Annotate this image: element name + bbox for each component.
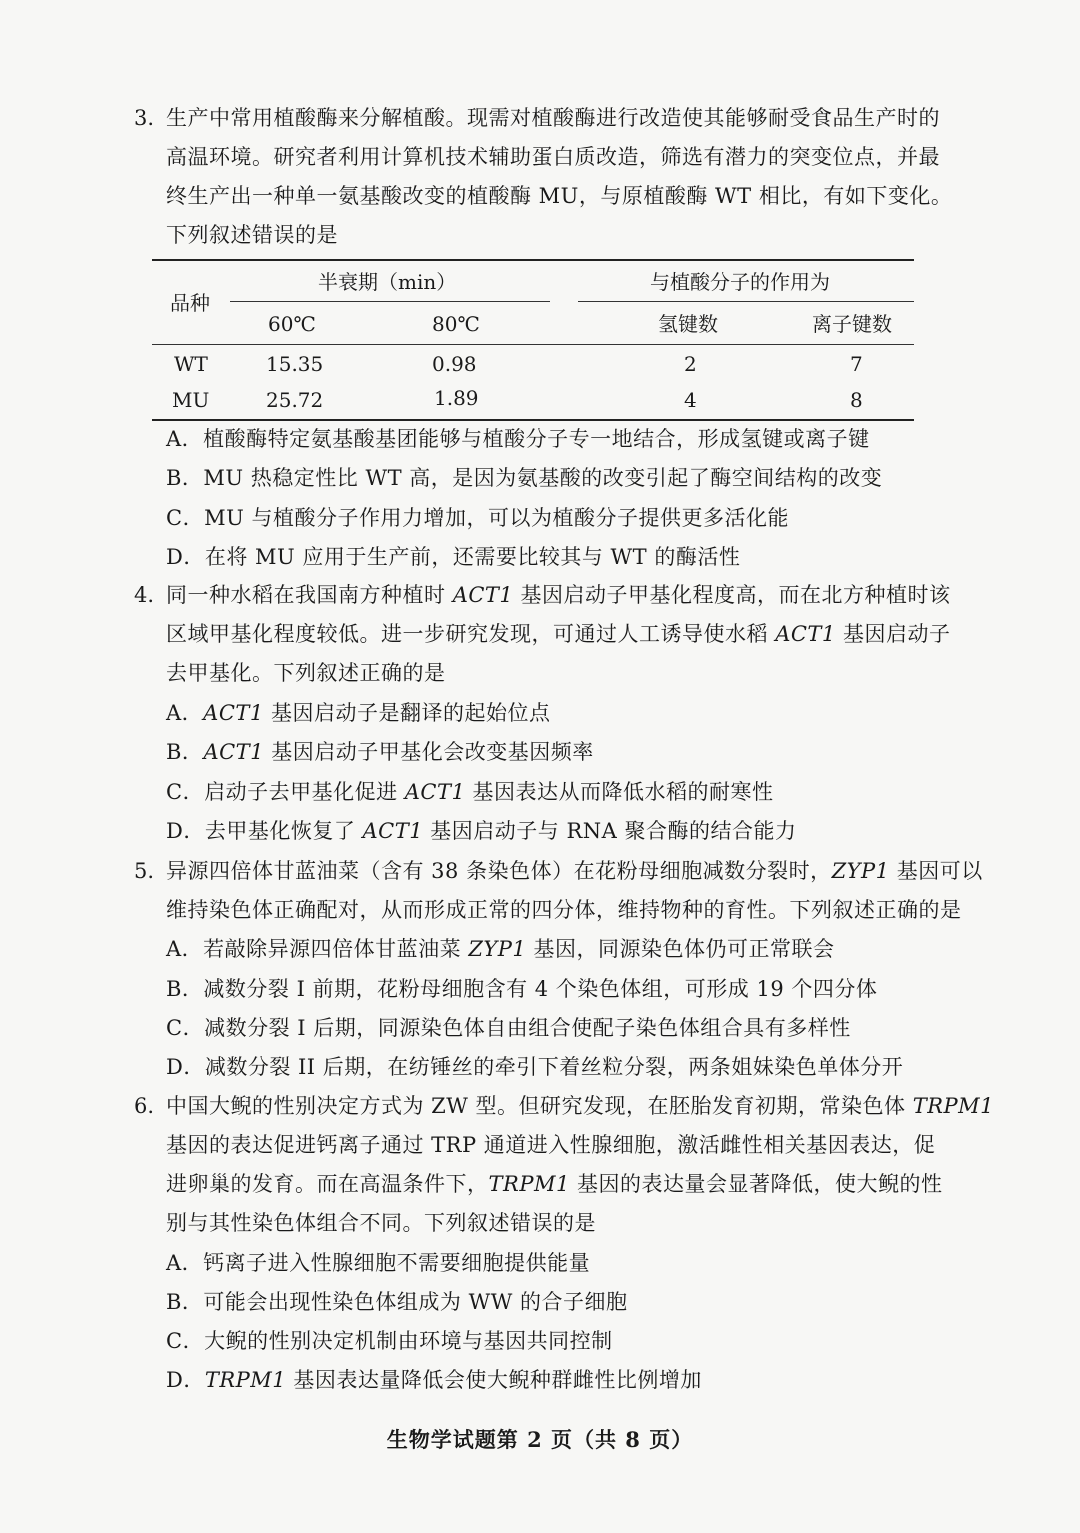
table-cell: 7 [850, 352, 863, 376]
table-row-header: 品种 [170, 291, 210, 315]
question-text-line [166, 619, 950, 649]
text-span: 基因启动子是翻译的起始位点 [263, 701, 551, 725]
text-span: 基因启动子 [835, 622, 951, 646]
option-c: C．MU 与植酸分子作用力增加，可以为植酸分子提供更多活化能 [166, 506, 789, 530]
gene-name: TRPM1 [912, 1094, 995, 1118]
table-cell: WT [174, 352, 208, 376]
table-top-rule [152, 259, 914, 261]
question-text-line: 去甲基化。下列叙述正确的是 [166, 661, 446, 685]
table-subheader: 氢键数 [658, 312, 718, 336]
question-text-line [166, 1169, 943, 1199]
option-c: C．减数分裂 I 后期，同源染色体自由组合使配子染色体组合具有多样性 [166, 1016, 851, 1040]
gene-name: ACT1 [203, 701, 264, 725]
text-span: D． [166, 1368, 205, 1392]
text-span: 基因可以 [889, 859, 983, 883]
question-text-line: 生产中常用植酸酶来分解植酸。现需对植酸酶进行改造使其能够耐受食品生产时的 [166, 106, 940, 130]
gene-name: ACT1 [404, 780, 466, 804]
text-span: C．启动子去甲基化促进 [166, 780, 405, 804]
gene-name: ZYP1 [831, 859, 890, 883]
text-span: D．去甲基化恢复了 [166, 819, 363, 843]
text-span: 区域甲基化程度较低。进一步研究发现，可通过人工诱导使水稻 [166, 622, 776, 646]
table-group-header: 与植酸分子的作用为 [650, 270, 830, 294]
question-text-line [166, 580, 950, 610]
text-span: 中国大鲵的性别决定方式为 ZW 型。但研究发现，在胚胎发育初期，常染色体 [166, 1094, 913, 1118]
question-number: 5. [134, 859, 155, 883]
text-span: 进卵巢的发育。而在高温条件下， [166, 1172, 489, 1196]
question-number: 3. [134, 106, 155, 130]
option-c [166, 777, 774, 807]
gene-name: ACT1 [203, 740, 265, 764]
option-d: D．在将 MU 应用于生产前，还需要比较其与 WT 的酶活性 [166, 545, 741, 569]
table-subheader: 60℃ [268, 312, 316, 336]
gene-name: TRPM1 [488, 1172, 570, 1196]
option-a [166, 934, 834, 964]
text-span: 异源四倍体甘蓝油菜（含有 38 条染色体）在花粉母细胞减数分裂时， [166, 859, 832, 883]
option-b: B．减数分裂 I 前期，花粉母细胞含有 4 个染色体组，可形成 19 个四分体 [166, 977, 878, 1001]
table-bottom-rule [152, 419, 914, 421]
option-b [166, 737, 594, 767]
text-span: 同一种水稻在我国南方种植时 [166, 583, 453, 607]
gene-name: ZYP1 [468, 937, 527, 961]
question-text-line [166, 856, 983, 886]
question-text-line: 基因的表达促进钙离子通过 TRP 通道进入性腺细胞，激活雌性相关基因表达，促 [166, 1133, 936, 1157]
text-span: 基因，同源染色体仍可正常联会 [526, 937, 835, 961]
table-cell: 25.72 [266, 388, 324, 412]
table-cell: 1.89 [434, 386, 479, 410]
gene-name: ACT1 [452, 583, 514, 607]
option-a [166, 698, 550, 728]
option-d [166, 1365, 702, 1395]
table-subheader: 80℃ [432, 312, 480, 336]
question-text-line: 别与其性染色体组合不同。下列叙述错误的是 [166, 1211, 596, 1235]
question-text-line: 高温环境。研究者利用计算机技术辅助蛋白质改造，筛选有潜力的突变位点，并最 [166, 145, 940, 169]
text-span: A． [166, 701, 204, 725]
text-span: A．若敲除异源四倍体甘蓝油菜 [166, 937, 469, 961]
question-number: 6. [134, 1094, 155, 1118]
question-number: 4. [134, 583, 155, 607]
question-text-line: 终生产出一种单一氨基酸改变的植酸酶 MU，与原植酸酶 WT 相比，有如下变化。 [166, 184, 953, 208]
text-span: 基因表达从而降低水稻的耐寒性 [465, 780, 774, 804]
text-span: 基因启动子与 RNA 聚合酶的结合能力 [423, 819, 797, 843]
table-cell: 15.35 [266, 352, 324, 376]
option-b: B．MU 热稳定性比 WT 高，是因为氨基酸的改变引起了酶空间结构的改变 [166, 466, 883, 490]
table-cell: 8 [850, 388, 863, 412]
gene-name: ACT1 [775, 622, 836, 646]
table-sub-rule [230, 301, 550, 302]
table-cell: 4 [684, 388, 697, 412]
page-footer: 生物学试题第 2 页（共 8 页） [386, 1427, 694, 1452]
table-subheader: 离子键数 [812, 312, 892, 336]
text-span: 基因启动子甲基化程度高，而在北方种植时该 [513, 583, 951, 607]
table-group-header: 半衰期（min） [318, 270, 457, 294]
question-text-line: 下列叙述错误的是 [166, 223, 338, 247]
option-d [166, 816, 797, 846]
text-span: 基因的表达量会显著降低，使大鲵的性 [569, 1172, 943, 1196]
table-cell: 0.98 [432, 352, 477, 376]
question-text-line: 维持染色体正确配对，从而形成正常的四分体，维持物种的育性。下列叙述正确的是 [166, 898, 962, 922]
option-c: C．大鲵的性别决定机制由环境与基因共同控制 [166, 1329, 613, 1353]
table-sub-rule [578, 301, 914, 302]
table-cell: 2 [684, 352, 697, 376]
option-a: A．钙离子进入性腺细胞不需要细胞提供能量 [166, 1251, 591, 1275]
text-span: B． [166, 740, 204, 764]
gene-name: ACT1 [362, 819, 424, 843]
gene-name: TRPM1 [204, 1368, 287, 1392]
question-text-line [166, 1091, 994, 1121]
option-d: D．减数分裂 II 后期，在纺锤丝的牵引下着丝粒分裂，两条姐妹染色单体分开 [166, 1055, 904, 1079]
table-cell: MU [172, 388, 210, 412]
option-a: A．植酸酶特定氨基酸基团能够与植酸分子专一地结合，形成氢键或离子键 [166, 427, 870, 451]
text-span: 基因启动子甲基化会改变基因频率 [264, 740, 594, 764]
table-header-rule [152, 344, 914, 345]
option-b: B．可能会出现性染色体组成为 WW 的合子细胞 [166, 1290, 628, 1314]
text-span: 基因表达量降低会使大鲵种群雌性比例增加 [286, 1368, 702, 1392]
